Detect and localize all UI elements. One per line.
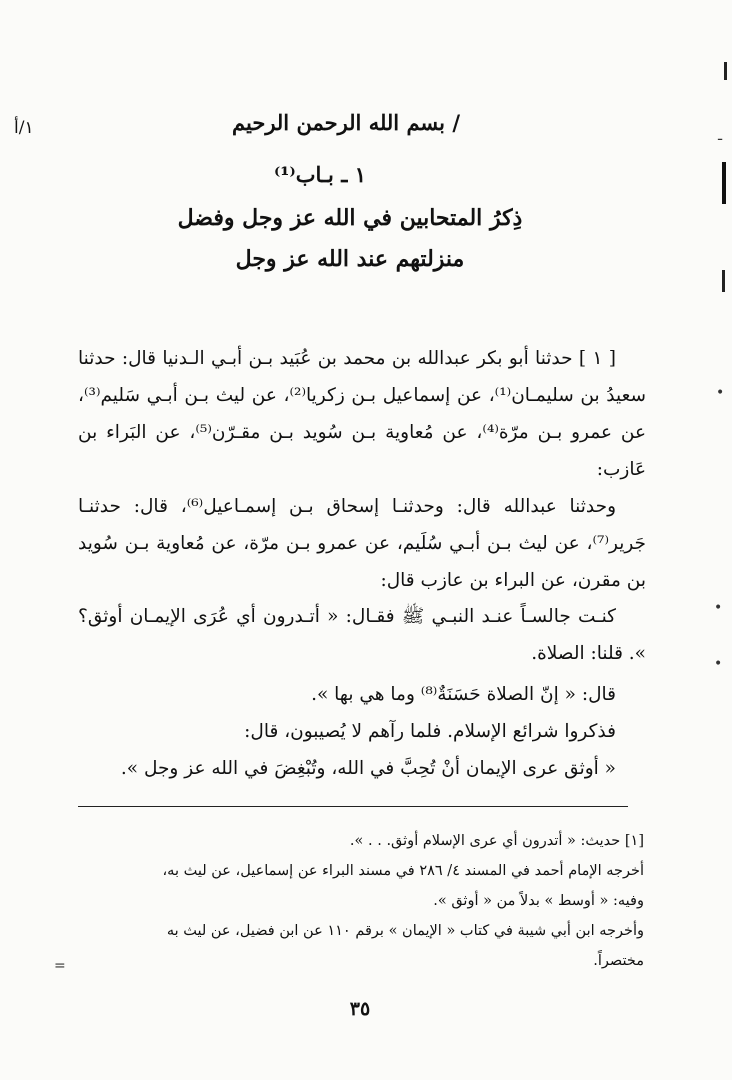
hadith-isnad-1: [ ١ ] حدثنا أبو بكر عبدالله بن محمد بن عُبَيد بـن أبـي الـدنيا قال: حدثنا سعيدُ بن سليمـان⁽¹⁾، عن إسماعيل بـن زكريا⁽²⁾، عن ليث بـن أبـي سَليم⁽³⁾، عن عمرو بـن مرّة⁽⁴⁾، عن مُعاوية بـن سُويد بـن مقـرّن⁽⁵⁾، عن البَراء بن عَازب: bbox=[78, 348, 646, 480]
scan-edge-mark bbox=[722, 162, 726, 204]
heading-line-1: ذِكرُ المتحابين في الله عز وجل وفضل bbox=[177, 205, 523, 231]
scan-edge-mark bbox=[722, 270, 725, 292]
scan-speck: = bbox=[54, 958, 66, 974]
hadith-isnad-2: وحدثنا عبدالله قال: وحدثنـا إسحاق بـن إسمـاعيل⁽⁶⁾، قال: حدثنـا جَرير⁽⁷⁾، عن ليث بـن أبـي سُلَيم، عن عمرو بـن مرّة، عن مُعاوية بـن سُويد بن مقرن، عن البراء بن عازب قال: bbox=[78, 496, 646, 591]
scan-speck: • bbox=[714, 656, 723, 672]
footnote-line: وفيه: « أوسط » بدلاً من « أوثق ». bbox=[433, 893, 644, 909]
footnote-divider bbox=[78, 806, 628, 807]
scan-edge-mark bbox=[724, 62, 727, 80]
scan-speck: ـ bbox=[718, 128, 723, 144]
manuscript-folio-ref: ١/أ bbox=[14, 118, 34, 138]
scan-speck: • bbox=[716, 385, 725, 401]
footnote-line: مختصراً. bbox=[593, 953, 644, 969]
heading-line-2: منزلتهم عند الله عز وجل bbox=[235, 246, 465, 272]
page-number: ٣٥ bbox=[349, 998, 371, 1020]
matn-line-2: فذكروا شرائع الإسلام. فلما رآهم لا يُصيبون، قال: bbox=[244, 721, 616, 742]
basmala-line: / بسم الله الرحمن الرحيم bbox=[232, 110, 460, 135]
hadith-matn-2 bbox=[78, 676, 646, 787]
matn-line-3: « أوثق عرى الإيمان أنْ تُحِبَّ في الله، وتُبْغِضَ في الله عز وجل ». bbox=[120, 758, 616, 779]
footnote-line: أخرجه الإمام أحمد في المسند ٤/ ٢٨٦ في مسند البراء عن إسماعيل، عن ليث به، bbox=[162, 863, 644, 879]
footnotes bbox=[74, 826, 644, 976]
chapter-heading bbox=[150, 198, 550, 280]
scan-speck: • bbox=[714, 600, 723, 616]
footnote-line: وأخرجه ابن أبي شيبة في كتاب « الإيمان » برقم ١١٠ عن ابن فضيل، عن ليث به bbox=[166, 923, 644, 939]
hadith-matn-1: كنـت جالسـاً عنـد النبـي ﷺ فقـال: « أتـدرون أي عُرَى الإيمـان أوثق؟ ». قلنا: الصلاة. bbox=[78, 606, 646, 664]
chapter-title: ١ ـ بـاب⁽¹⁾ bbox=[274, 162, 366, 187]
matn-line-1: قال: « إنّ الصلاة حَسَنَةٌ⁽⁸⁾ وما هي بها ». bbox=[311, 684, 616, 705]
footnote-line: [١] حديث: « أتدرون أي عرى الإسلام أوثق. . . ». bbox=[349, 833, 644, 849]
